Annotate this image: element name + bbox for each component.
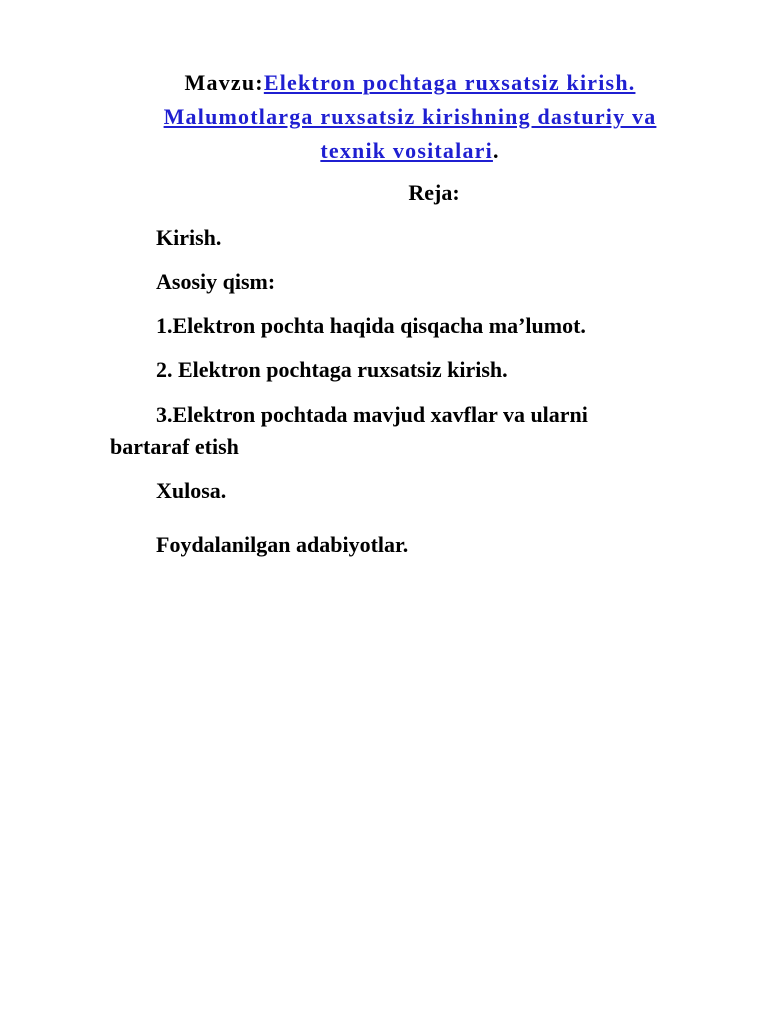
plan-item-conclusion: Xulosa. [156, 478, 227, 503]
topic-link-line3: texnik vositalari [320, 138, 493, 163]
topic-title [110, 66, 710, 168]
plan-item-references: Foydalanilgan adabiyotlar. [156, 532, 409, 557]
topic-end-punct: . [492, 138, 500, 163]
plan-item-3: 3.Elektron pochtada mavjud xavflar va ularni bartaraf etish [110, 402, 588, 459]
plan-item-intro: Kirish. [156, 225, 222, 250]
plan-item-1: 1.Elektron pochta haqida qisqacha ma’lumot. [156, 313, 586, 338]
topic-label: Mavzu: [184, 70, 264, 95]
topic-link-line1: Elektron pochtaga ruxsatsiz kirish. [263, 70, 636, 95]
topic-link-line2: Malumotlarga ruxsatsiz kirishning dasturiy va [163, 104, 657, 129]
plan-item-main-part: Asosiy qism: [156, 269, 276, 294]
plan-item-2: 2. Elektron pochtaga ruxsatsiz kirish. [156, 357, 508, 382]
plan-heading: Reja: [408, 180, 460, 205]
